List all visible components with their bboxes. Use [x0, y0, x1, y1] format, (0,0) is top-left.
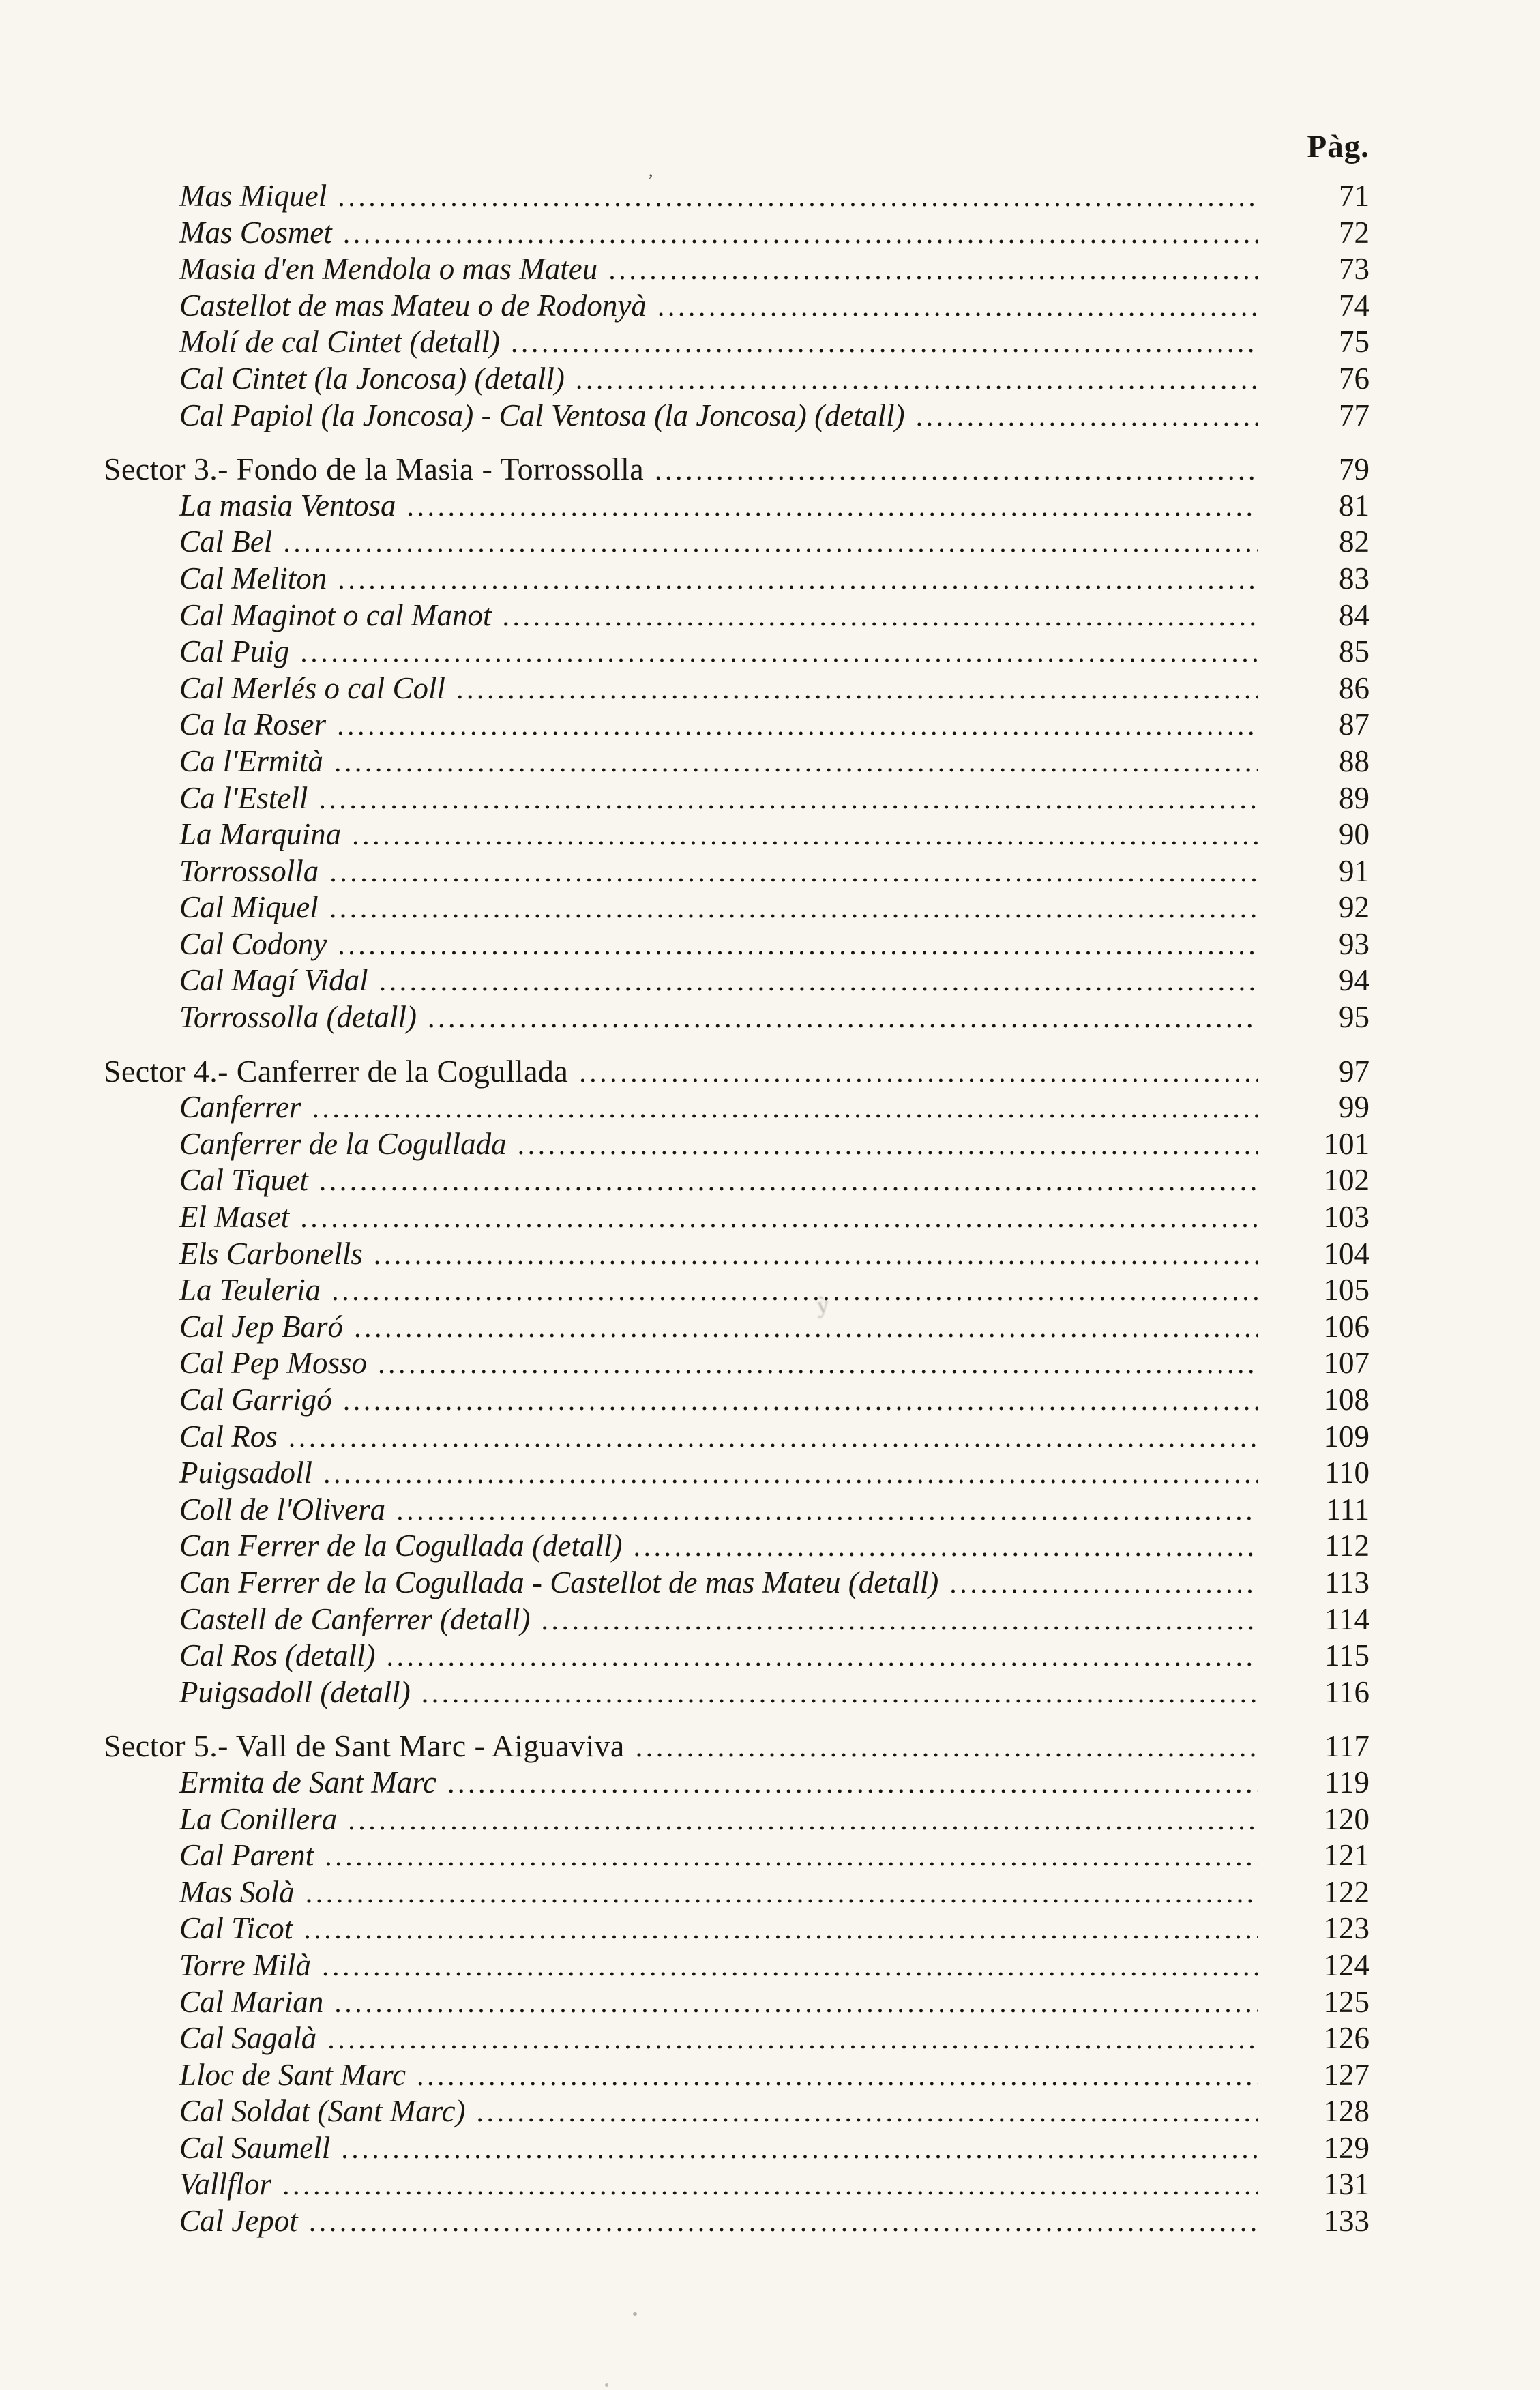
- entry-page-number: 91: [1339, 853, 1369, 888]
- toc-entry-row: [104, 1345, 1369, 1382]
- dot-leader: [407, 489, 1258, 531]
- dot-leader: [331, 1273, 1258, 1319]
- toc-entry-row: [104, 962, 1369, 999]
- entry-page-number: 74: [1339, 288, 1369, 323]
- toc-entry-row: [104, 1236, 1369, 1273]
- entry-title: Canferrer: [179, 1090, 301, 1125]
- section-page-number: 97: [1339, 1054, 1369, 1089]
- dot-leader: [348, 1803, 1258, 1845]
- toc-entry-row: [104, 598, 1369, 634]
- entry-page-number: 94: [1339, 963, 1369, 998]
- toc-entry-row: [104, 215, 1369, 252]
- dot-leader: [421, 1676, 1258, 1718]
- toc-entry-row: [104, 1528, 1369, 1565]
- scan-artifact: [605, 2383, 608, 2387]
- dot-leader: [386, 1639, 1258, 1681]
- dot-leader: [283, 525, 1258, 567]
- entry-page-number: 105: [1323, 1273, 1369, 1308]
- toc-entry-row: [104, 361, 1369, 398]
- entry-page-number: 88: [1339, 743, 1369, 778]
- entry-page-number: 110: [1324, 1456, 1369, 1490]
- entry-page-number: 86: [1339, 670, 1369, 705]
- dot-leader: [518, 1127, 1258, 1170]
- toc-entry-row: [104, 1419, 1369, 1456]
- toc-entry-row: [104, 926, 1369, 963]
- entry-title: Coll de l'Olivera: [179, 1492, 386, 1526]
- toc-entry-row: [104, 1675, 1369, 1711]
- toc-entry-row: [104, 488, 1369, 525]
- dot-leader: [417, 2059, 1258, 2101]
- toc-entry-row: [104, 2057, 1369, 2094]
- dot-leader: [337, 708, 1258, 750]
- entry-title: Cal Ticot: [179, 1911, 293, 1946]
- scan-artifact: ’: [645, 170, 655, 192]
- toc-entry-row: [104, 288, 1369, 325]
- entry-page-number: 124: [1323, 1947, 1369, 1982]
- dot-leader: [352, 818, 1258, 860]
- entry-title: Els Carbonells: [179, 1236, 363, 1271]
- section-heading-row: [104, 1728, 1369, 1765]
- entry-page-number: 116: [1324, 1675, 1369, 1709]
- toc-entry-row: [104, 251, 1369, 288]
- dot-leader: [323, 1456, 1258, 1499]
- entry-page-number: 82: [1339, 525, 1369, 559]
- entry-title: Cal Jepot: [179, 2204, 298, 2239]
- entry-title: Cal Sagalà: [179, 2021, 317, 2056]
- entry-title: Cal Ros (detall): [179, 1638, 376, 1673]
- dot-leader: [309, 2204, 1258, 2247]
- toc-entry-row: [104, 178, 1369, 215]
- entry-page-number: 95: [1339, 1000, 1369, 1035]
- entry-page-number: 89: [1339, 780, 1369, 815]
- toc-entry-row: [104, 561, 1369, 598]
- dot-leader: [306, 1876, 1258, 1918]
- entry-page-number: 84: [1339, 598, 1369, 632]
- entry-title: Can Ferrer de la Cogullada - Castellot de mas Mateu (detall): [179, 1565, 939, 1599]
- entry-title: Molí de cal Cintet (detall): [179, 325, 500, 359]
- entry-title: Cal Soldat (Sant Marc): [179, 2094, 466, 2129]
- toc-entry-row: [104, 634, 1369, 670]
- entry-page-number: 77: [1339, 398, 1369, 432]
- entry-title: La Marquina: [179, 817, 342, 852]
- toc-entry-row: [104, 780, 1369, 817]
- toc-entry-row: [104, 324, 1369, 361]
- entry-page-number: 93: [1339, 926, 1369, 961]
- toc-entry-row: [104, 999, 1369, 1036]
- toc-entry-row: [104, 1874, 1369, 1911]
- dot-leader: [338, 179, 1258, 222]
- entry-page-number: 111: [1325, 1492, 1369, 1526]
- entry-title: Cal Marian: [179, 1984, 324, 2019]
- entry-page-number: 87: [1339, 707, 1369, 742]
- entry-title: Ermita de Sant Marc: [179, 1765, 437, 1799]
- toc-entry-row: [104, 2130, 1369, 2167]
- entry-title: Cal Miquel: [179, 890, 319, 925]
- section-title: Sector 3.- Fondo de la Masia - Torrossolla: [104, 452, 645, 487]
- toc-entry-row: [104, 2093, 1369, 2130]
- toc-entry-row: [104, 1309, 1369, 1346]
- dot-leader: [341, 2131, 1258, 2174]
- entry-title: Torrossolla: [179, 853, 319, 888]
- entry-title: Cal Codony: [179, 926, 327, 961]
- entry-page-number: 76: [1339, 361, 1369, 396]
- entry-page-number: 73: [1339, 252, 1369, 286]
- section-title: Sector 5.- Vall de Sant Marc - Aiguaviva: [104, 1728, 625, 1764]
- entry-title: Cal Ros: [179, 1419, 278, 1454]
- dot-leader: [338, 928, 1258, 970]
- entry-page-number: 128: [1323, 2094, 1369, 2129]
- entry-title: Cal Magí Vidal: [179, 963, 368, 998]
- toc-entry-row: [104, 1162, 1369, 1199]
- entry-title: Cal Pep Mosso: [179, 1346, 367, 1381]
- toc-entry-row: [104, 1984, 1369, 2021]
- entry-page-number: 106: [1323, 1309, 1369, 1344]
- toc-entry-row: [104, 2203, 1369, 2240]
- entry-page-number: 121: [1323, 1838, 1369, 1873]
- entry-page-number: 112: [1324, 1529, 1369, 1563]
- dot-leader: [608, 252, 1258, 295]
- entry-page-number: 113: [1324, 1565, 1369, 1599]
- entry-title: Mas Solà: [179, 1874, 295, 1909]
- entry-page-number: 83: [1339, 561, 1369, 595]
- toc-entry-row: [104, 816, 1369, 853]
- dot-leader: [949, 1566, 1258, 1608]
- toc-entry-row: [104, 1272, 1369, 1309]
- entry-title: El Maset: [179, 1200, 290, 1235]
- entry-title: Torrossolla (detall): [179, 1000, 417, 1035]
- toc-entry-row: [104, 2020, 1369, 2057]
- entry-page-number: 122: [1323, 1874, 1369, 1909]
- entry-title: Puigsadoll (detall): [179, 1675, 411, 1709]
- entry-title: Puigsadoll: [179, 1456, 313, 1490]
- dot-leader: [456, 672, 1258, 714]
- entry-page-number: 104: [1323, 1236, 1369, 1271]
- entry-title: Mas Miquel: [179, 179, 327, 213]
- scan-artifact: [633, 2312, 637, 2316]
- toc-entry-row: [104, 1838, 1369, 1874]
- entry-page-number: 107: [1323, 1346, 1369, 1381]
- dot-leader: [477, 2095, 1258, 2137]
- toc-entry-row: [104, 1638, 1369, 1675]
- entry-title: Cal Garrigó: [179, 1383, 332, 1417]
- toc-entry-row: [104, 670, 1369, 707]
- dot-leader: [327, 2022, 1258, 2064]
- entry-title: Cal Papiol (la Joncosa) - Cal Ventosa (la Joncosa) (detall): [179, 398, 905, 432]
- dot-leader: [319, 782, 1258, 824]
- toc-entry-row: [104, 1455, 1369, 1492]
- toc-entry-row: [104, 1492, 1369, 1529]
- entry-page-number: 123: [1323, 1911, 1369, 1946]
- entry-page-number: 125: [1323, 1984, 1369, 2019]
- entry-title: Cal Bel: [179, 525, 273, 559]
- entry-title: Cal Saumell: [179, 2130, 331, 2165]
- entry-page-number: 129: [1323, 2130, 1369, 2165]
- entry-title: Ca l'Estell: [179, 780, 308, 815]
- dot-leader: [354, 1310, 1258, 1353]
- dot-leader: [325, 1839, 1258, 1881]
- entry-title: Mas Cosmet: [179, 215, 332, 250]
- entry-title: Castellot de mas Mateu o de Rodonyà: [179, 288, 647, 323]
- page-column-header: Pàg.: [1307, 129, 1369, 164]
- section-page-number: 79: [1339, 452, 1369, 487]
- toc-entry-row: [104, 2166, 1369, 2203]
- entry-page-number: 127: [1323, 2057, 1369, 2092]
- dot-leader: [657, 289, 1258, 331]
- entry-page-number: 115: [1324, 1638, 1369, 1673]
- entry-title: Cal Maginot o cal Manot: [179, 598, 492, 632]
- entry-title: La Teuleria: [179, 1273, 321, 1308]
- entry-title: Canferrer de la Cogullada: [179, 1126, 507, 1161]
- dot-leader: [334, 745, 1258, 787]
- entry-page-number: 90: [1339, 817, 1369, 852]
- toc-entry-row: [104, 1565, 1369, 1602]
- entry-page-number: 81: [1339, 488, 1369, 522]
- section-heading-row: [104, 1053, 1369, 1090]
- entry-title: La Conillera: [179, 1801, 338, 1836]
- entry-title: Cal Jep Baró: [179, 1309, 343, 1344]
- dot-leader: [378, 1346, 1258, 1389]
- dot-leader: [329, 855, 1258, 897]
- entry-title: Cal Cintet (la Joncosa) (detall): [179, 361, 565, 396]
- entry-page-number: 101: [1323, 1126, 1369, 1161]
- entry-page-number: 103: [1323, 1200, 1369, 1235]
- toc-entry-row: [104, 1801, 1369, 1838]
- dot-leader: [916, 399, 1258, 441]
- dot-leader: [511, 325, 1258, 368]
- toc-entry-row: [104, 1199, 1369, 1236]
- entry-title: Cal Parent: [179, 1838, 314, 1873]
- dot-leader: [447, 1766, 1258, 1808]
- toc-entry-row: [104, 524, 1369, 561]
- dot-leader: [288, 1420, 1258, 1462]
- entry-title: Cal Meliton: [179, 561, 327, 595]
- toc-entry-row: [104, 398, 1369, 434]
- entry-title: Cal Merlés o cal Coll: [179, 670, 445, 705]
- entry-title: Masia d'en Mendola o mas Mateu: [179, 252, 598, 286]
- dot-leader: [300, 1200, 1258, 1243]
- entry-title: Castell de Canferrer (detall): [179, 1602, 531, 1636]
- entry-page-number: 85: [1339, 634, 1369, 669]
- dot-leader: [502, 599, 1258, 641]
- entry-page-number: 92: [1339, 890, 1369, 925]
- entry-page-number: 75: [1339, 325, 1369, 359]
- dot-leader: [428, 1001, 1258, 1043]
- dot-leader: [343, 1383, 1258, 1426]
- toc-entry-row: [104, 707, 1369, 743]
- entry-page-number: 72: [1339, 215, 1369, 250]
- entry-page-number: 131: [1323, 2167, 1369, 2202]
- toc-entry-row: [104, 889, 1369, 926]
- entry-title: La masia Ventosa: [179, 488, 396, 522]
- entry-title: Can Ferrer de la Cogullada (detall): [179, 1529, 623, 1563]
- dot-leader: [379, 964, 1258, 1006]
- toc-entry-row: [104, 1126, 1369, 1163]
- section-title: Sector 4.- Canferrer de la Cogullada: [104, 1053, 569, 1089]
- entry-page-number: 109: [1323, 1419, 1369, 1454]
- toc-entry-row: [104, 1602, 1369, 1638]
- toc-entry-row: [104, 1382, 1369, 1419]
- entry-title: Vallflor: [179, 2167, 272, 2202]
- entry-page-number: 119: [1324, 1765, 1369, 1799]
- dot-leader: [319, 1164, 1258, 1206]
- entry-page-number: 71: [1339, 179, 1369, 213]
- dot-leader: [282, 2168, 1258, 2210]
- toc-entry-row: [104, 1765, 1369, 1801]
- entry-title: Ca la Roser: [179, 707, 327, 742]
- toc-entry-row: [104, 1089, 1369, 1126]
- entry-page-number: 102: [1323, 1163, 1369, 1198]
- dot-leader: [322, 1949, 1258, 1991]
- entry-title: Lloc de Sant Marc: [179, 2057, 406, 2092]
- entry-title: Ca l'Ermità: [179, 743, 323, 778]
- entry-page-number: 120: [1323, 1801, 1369, 1836]
- entry-title: Cal Puig: [179, 634, 290, 669]
- toc-entry-row: [104, 743, 1369, 780]
- dot-leader: [303, 1912, 1258, 1954]
- toc-entry-row: [104, 853, 1369, 890]
- entry-page-number: 126: [1323, 2021, 1369, 2056]
- toc-list: [104, 178, 1369, 2240]
- dot-leader: [329, 891, 1258, 933]
- entry-page-number: 114: [1324, 1602, 1369, 1636]
- section-heading-row: [104, 451, 1369, 488]
- toc-entry-row: [104, 1947, 1369, 1984]
- entry-title: Torre Milà: [179, 1947, 311, 1982]
- section-page-number: 117: [1324, 1729, 1369, 1764]
- entry-title: Cal Tiquet: [179, 1163, 308, 1198]
- entry-page-number: 133: [1323, 2204, 1369, 2239]
- toc-entry-row: [104, 1910, 1369, 1947]
- entry-page-number: 108: [1323, 1383, 1369, 1417]
- scan-artifact: ỳ: [816, 1293, 830, 1319]
- entry-page-number: 99: [1339, 1090, 1369, 1125]
- dot-leader: [334, 1986, 1258, 2028]
- dot-leader: [374, 1237, 1258, 1280]
- dot-leader: [542, 1603, 1258, 1645]
